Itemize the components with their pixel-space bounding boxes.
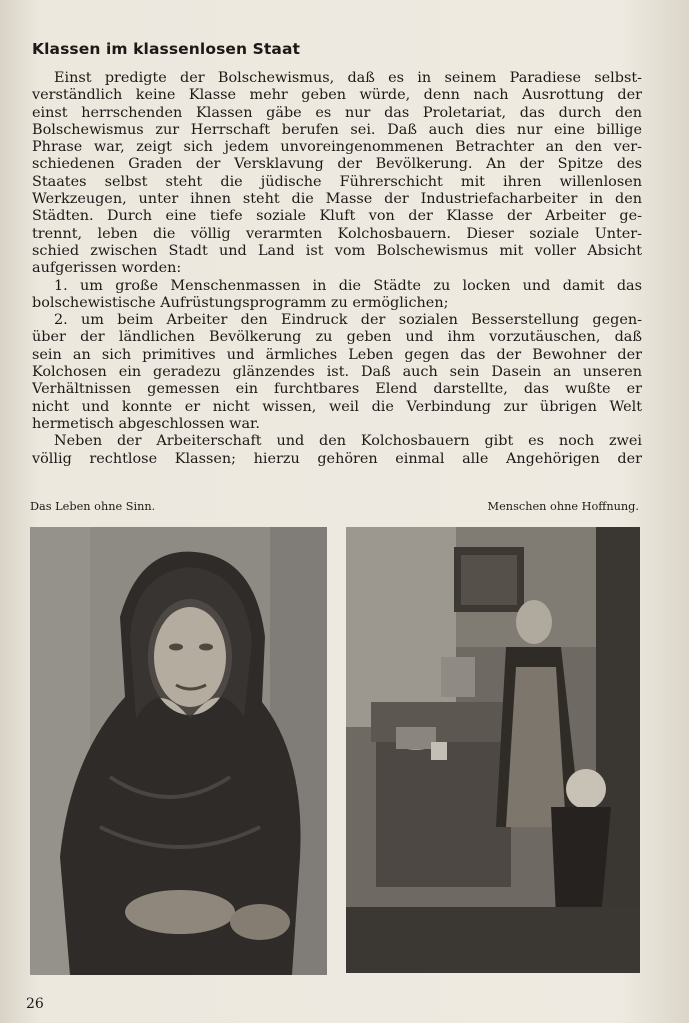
text-line: Kolchosen ein geradezu glänzendes ist. Daß auch sein Dasein an unseren — [32, 364, 642, 381]
text-line: 1. um große Menschenmassen in die Städte zu locken und damit das — [54, 277, 642, 294]
photo-caption-left: Das Leben ohne Sinn. — [30, 500, 156, 513]
text-line: Verhältnissen gemessen ein furchtbares Elend darstellte, das wußte er — [32, 381, 642, 398]
text-line: Neben der Arbeiterschaft und den Kolchosbauern gibt es noch zwei — [54, 433, 642, 450]
text-line: verständlich keine Klasse mehr geben würde, denn nach Ausrottung der — [32, 87, 642, 104]
text-line: einst herrschenden Klassen gäbe es nur das Proletariat, das durch den — [32, 104, 642, 121]
text-line: Bolschewismus zur Herrschaft berufen sei. Daß auch dies nur eine billige — [32, 121, 642, 138]
text-line: schiedenen Graden der Versklavung der Bevölkerung. An der Spitze des — [32, 156, 642, 173]
text-line: über der ländlichen Bevölkerung zu geben und ihm vorzutäuschen, daß — [32, 329, 642, 346]
text-line: Staates selbst steht die jüdische Führerschicht mit ihren willenlosen — [32, 173, 642, 190]
section-heading: Klassen im klassenlosen Staat — [32, 40, 301, 58]
text-line: trennt, leben die völlig verarmten Kolchosbauern. Dieser soziale Unter- — [32, 225, 642, 242]
text-line: Werkzeugen, unter ihnen steht die Masse der Industriefacharbeiter in den — [32, 191, 642, 208]
text-line: völlig rechtlose Klassen; hierzu gehören einmal alle Angehörigen der — [32, 450, 642, 467]
photo-kitchen-scene — [346, 527, 640, 973]
text-line: Städten. Durch eine tiefe soziale Kluft von der Klasse der Arbeiter ge- — [32, 208, 642, 225]
text-line: nicht und konnte er nicht wissen, weil die Verbindung zur übrigen Welt — [32, 398, 642, 415]
text-line: 2. um beim Arbeiter den Eindruck der sozialen Besserstellung gegen- — [54, 312, 642, 329]
body-text — [32, 70, 642, 468]
text-line: aufgerissen worden: — [32, 260, 182, 277]
page-number: 26 — [26, 996, 44, 1012]
text-line: hermetisch abgeschlossen war. — [32, 415, 260, 432]
text-line: schied zwischen Stadt und Land ist vom Bolschewismus mit voller Absicht — [32, 242, 642, 259]
photo-old-woman — [30, 527, 327, 975]
photo-caption-right: Menschen ohne Hoffnung. — [487, 500, 639, 513]
text-line: bolschewistische Aufrüstungsprogramm zu ermöglichen; — [32, 294, 449, 311]
text-line: Phrase war, zeigt sich jedem unvoreingenommenen Betrachter an den ver- — [32, 139, 642, 156]
text-line: Einst predigte der Bolschewismus, daß es in seinem Paradiese selbst- — [54, 70, 642, 86]
text-line: sein an sich primitives und ärmliches Leben gegen das der Bewohner der — [32, 346, 642, 363]
